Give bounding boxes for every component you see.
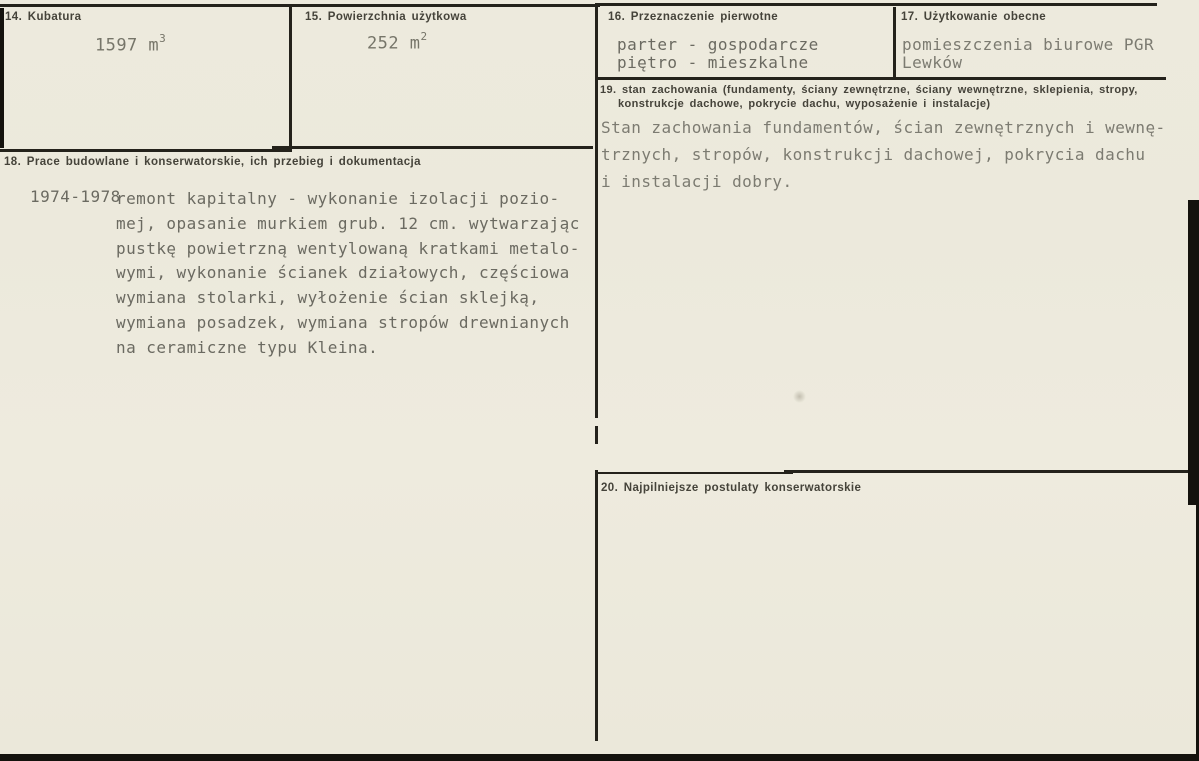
field-19-label-line2: konstrukcje dachowe, pokrycie dachu, wyposażenie i instalacje): [618, 98, 991, 110]
scan-edge-bottom: [0, 754, 1199, 761]
field-17-line: pomieszczenia biurowe PGR: [902, 35, 1155, 54]
divider-16-17: [893, 7, 896, 78]
field-18-line: remont kapitalny - wykonanie izolacji pozio-: [116, 189, 560, 208]
rule-19-20-b: [784, 470, 1199, 473]
divider-14-15: [289, 7, 292, 151]
field-18-value: [116, 187, 580, 361]
field-19-value: [601, 114, 1166, 195]
row1-right-bottom: [598, 77, 1166, 80]
field-16-line: piętro - mieszkalne: [617, 53, 809, 72]
field-17-label: 17. Użytkowanie obecne: [901, 11, 1047, 23]
scan-edge-left: [0, 8, 4, 148]
field-16-label: 16. Przeznaczenie pierwotne: [608, 11, 779, 23]
rule-19-20-a: [598, 472, 793, 474]
field-17-line: Lewków: [902, 53, 963, 72]
top-rule: [0, 4, 600, 7]
field-20-label: 20. Najpilniejsze postulaty konserwatorskie: [601, 482, 862, 494]
field-18-line: wymi, wykonanie ścianek działowych, częściowa: [116, 263, 570, 283]
field-15-label: 15. Powierzchnia użytkowa: [305, 11, 467, 23]
top-rule-right: [595, 3, 1157, 6]
field-18-line: mej, opasanie murkiem grub. 12 cm. wytwarzając: [116, 213, 580, 233]
field-14-label: 14. Kubatura: [5, 11, 82, 23]
field-16-line: parter - gospodarcze: [617, 35, 819, 54]
row1-left-bottom-a: [0, 149, 292, 152]
center-divider-lower: [595, 470, 598, 741]
field-14-value: 1597 $m^3$: [95, 32, 167, 56]
paper-stain: [793, 390, 806, 403]
scan-edge-right-wide: [1188, 200, 1199, 505]
field-18-year: 1974-1978: [30, 187, 121, 206]
center-divider-upper: [595, 4, 598, 418]
field-18-line: wymiana stolarki, wyłożenie ścian sklejką,: [116, 288, 540, 308]
field-18-line: wymiana posadzek, wymiana stropów drewnianych: [116, 312, 570, 332]
field-19-label-line1: 19. stan zachowania (fundamenty, ściany zewnętrzne, ściany wewnętrzne, sklepienia, stropy,: [600, 84, 1138, 96]
field-15-value: 252 $m^2$: [367, 30, 428, 54]
row1-left-bottom-b: [272, 146, 593, 149]
field-16-value: [617, 36, 819, 72]
field-19-line: i instalacji dobry.: [601, 172, 793, 191]
field-18-label: 18. Prace budowlane i konserwatorskie, ich przebieg i dokumentacja: [4, 156, 421, 168]
field-19-line: trznych, stropów, konstrukcji dachowej, pokrycia dachu: [601, 145, 1146, 164]
field-18-line: na ceramiczne typu Kleina.: [116, 337, 379, 357]
field-19-line: Stan zachowania fundamentów, ścian zewnętrznych i wewnę-: [601, 118, 1166, 137]
center-divider-dash: [595, 426, 598, 444]
field-15-exponent: 2: [420, 30, 428, 43]
field-17-value: [902, 36, 1154, 72]
field-14-exponent: 3: [159, 32, 167, 45]
field-18-line: pustkę powietrzną wentylowaną kratkami metalo-: [116, 238, 580, 258]
